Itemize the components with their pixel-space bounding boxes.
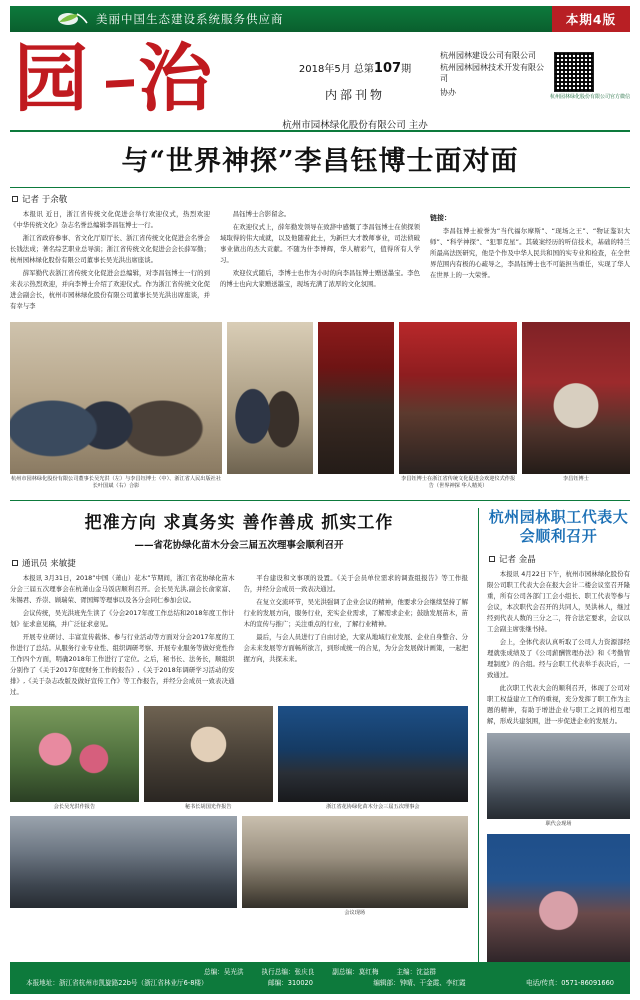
footer-chief-editor: 主编：沈益群 <box>396 967 437 976</box>
section-left-column-2 <box>244 573 469 700</box>
issue-number: 107 <box>373 61 402 76</box>
coop-line-2: 杭州园林园林技术开发有限公司 <box>440 62 544 84</box>
paragraph: 本报讯 近日，浙江省传统文化促进会举行欢迎仪式，热烈欢迎《中华传统文化》杂志名誉总编辑李昌钰博士一行。 <box>10 210 210 230</box>
footer-row-2 <box>20 978 620 989</box>
paragraph: 本报讯 4月22日下午，杭州市园林绿化股份有限公司职工代表大会在报大会计二楼会议室召开隆重，所有公司各部门工会小组长、职工代表等参与会议，本次职代会召开的共同人，吴洪林人，继过经到代表人数的三分之二，符合法定要求，会议以工会副主席张继书持。 <box>487 569 630 633</box>
byline-text: 记者 于余敬 <box>22 195 68 205</box>
headline-byline <box>12 193 630 205</box>
paragraph: 本报讯 3月31日，2018”中国（萧山）花木”节期间，浙江省花协绿化苗木分会三届五次理事会在杭萧山金马饭店顺利召开。会长吴光洪,副会长俞家富、朱锡君、乔崇、顾瑞荣、胥国辉等理事以及各分会同仁参加会议。 <box>10 573 235 604</box>
qr-caption: 杭州园林绿化股份有限公司官方微信 <box>549 94 630 100</box>
logo-char-1: 园 <box>14 36 88 122</box>
paragraph: 会上，全体代表认真听取了公司人力资源部经理就张成绩及了《公司薪酬管理办法》和《考勤管理制度》的合组。经与会职工代表举手表决后，一致通过。 <box>487 637 630 679</box>
logo-char-2: 治 <box>138 36 212 122</box>
photo-caption: 杭州市园林绿化股份有限公司董事长吴光洪（左）与李昌钰博士（中）、浙江省人民出版社社长叶国斌（右）合影 <box>10 476 222 489</box>
photo-image <box>10 706 139 802</box>
issue-suffix: 期 <box>401 64 412 75</box>
paragraph: 平台建设和文事项的设置。《关于会员单位需求的调查组报告》等工作报告，并经分会成员一致表决通过。 <box>243 573 468 593</box>
section-right-title: 杭州园林职工代表大会顺利召开 <box>488 507 629 546</box>
lower-left-article <box>10 508 468 975</box>
photo-caption: 秘书长胡国光作报告 <box>184 803 232 810</box>
headline-bar <box>10 130 630 188</box>
photo-stage <box>399 322 516 490</box>
byline-square-icon <box>489 556 495 562</box>
banner-slogan: 美丽中国生态建设系统服务供应商 <box>96 12 284 26</box>
top-banner <box>10 6 630 32</box>
page-footer <box>10 962 630 994</box>
footer-address: 本报地址：浙江省杭州市凯旋路22b号（浙江省林业厅6-8楼） <box>26 978 208 987</box>
photo-speaker <box>522 322 630 490</box>
photo-strip-top <box>10 322 630 490</box>
paragraph: 会议传统，吴光洪班先生读了《分会2017年度工作总结和2018年度工作计划》征求意见稿，并广泛征求意见。 <box>10 608 235 628</box>
qr-block <box>550 50 630 100</box>
article-column-2 <box>220 209 420 314</box>
paragraph: 浙江省政府参事、省文化厅原厅长、浙江省传统文化促进会名誉会长钱法成；著名综艺职业总导演；浙江省传统文化促进会会长薛军勤；杭州园林绿化股份有限公司董事长吴光洪出席座谈。 <box>10 234 210 265</box>
byline-square-icon <box>12 196 18 202</box>
masthead-center <box>256 40 440 131</box>
link-section-title: 链接： <box>430 214 451 222</box>
photo-hall <box>318 322 395 490</box>
photo-caption: 会议现场 <box>344 909 366 916</box>
issue-badge: 本期4版 <box>552 6 630 32</box>
logo-dash <box>106 79 134 87</box>
section-left-columns <box>10 573 468 700</box>
photo-image <box>487 834 630 966</box>
coop-label: 协办 <box>440 87 456 97</box>
section-left-column-1 <box>10 573 235 700</box>
footer-phone: 电话/传真：0571-86091660 <box>526 978 614 987</box>
photo-office <box>487 733 630 828</box>
sponsor-label: 杭州市园林绿化股份有限公司 主办 <box>282 120 428 131</box>
photo-image <box>487 733 630 819</box>
section-left-subtitle: ——省花协绿化苗木分会三届五次理事会顺利召开 <box>134 539 344 551</box>
masthead-right <box>440 40 630 100</box>
paragraph: 薛军勤代表浙江省传统文化促进会总编辑，对李昌钰博士一行的到来表示热烈欢迎，并向李博士介绍了欢迎仪式。作为浙江省传统文化促进会副会长，杭州市园林绿化股份有限公司董事长吴光洪出席座谈，并有幸与李 <box>10 269 210 311</box>
photo-image <box>318 322 395 474</box>
newspaper-logo <box>10 36 256 122</box>
footer-row-1 <box>20 967 620 978</box>
lower-right-article <box>478 508 630 975</box>
section-left-byline <box>12 557 468 569</box>
coop-line-1: 杭州园林建设公司有限公司 <box>440 51 536 60</box>
page-headline: 与“世界神探”李昌钰博士面对面 <box>121 146 519 177</box>
footer-postcode: 邮编：310020 <box>268 978 313 987</box>
photo-conference-room <box>10 816 237 917</box>
leaf-icon <box>56 9 90 29</box>
photo-group-2 <box>227 322 313 490</box>
qr-code-icon <box>554 52 594 92</box>
byline-square-icon <box>12 560 18 566</box>
section-right-byline <box>489 553 630 565</box>
paragraph: 在复立交流环节，吴光洪强调了企业会议的精神，他要求分会继续坚持了解行业的发展方向，服务行业，充实企业需求，了解需求企业；鼓励发展苗木，苗木的宣传与推广；关注重点的行业，了解行业精神。 <box>243 597 468 628</box>
article-column-3 <box>430 209 630 314</box>
photo-flowers <box>10 706 139 811</box>
footer-executive-editor: 执行总编：张庆良 <box>261 967 315 976</box>
paragraph: 昌钰博士合影留念。 <box>232 210 291 218</box>
photo-image <box>278 706 468 802</box>
paragraph: 李昌钰博士被誉为“当代福尔摩斯”、“现场之王”、“物证鉴识大师”、“科学神探”、“犯罪克星”。其破案经历的听信技术，基础的特兰所最高法医研究，他是个作及中华人民共和国的实专业和检查，在全世界范围内有极的心疏导之，李昌钰博士也不可能担当重任，实现了华人在世界上的一大荣誉。 <box>430 227 630 280</box>
photo-image <box>522 322 630 474</box>
photo-conference <box>278 706 468 811</box>
photo-man <box>144 706 273 811</box>
photo-image <box>242 816 469 908</box>
paragraph: 最后，与会人员进行了自由讨论，大家从地域行业发展、企业自身整合、分会未来发展等方面畅所欲言，到形成统一的合见，为分会发展做计画策，一起把握方向，共探未来。 <box>243 632 468 663</box>
photo-podium <box>487 834 630 975</box>
paragraph: 此次职工代表大会的顺利召开，体现了公司对职工权益建立工作的重视，充分发挥了职工作为主题的精神，有助于增进企业与职工之间的相互理解，形成共建氛围，进一步促进企业的发展力。 <box>487 683 630 725</box>
article-column-1 <box>10 209 210 314</box>
photo-strip-bottom <box>10 816 468 917</box>
footer-deputy-editor: 副总编：莫红梅 <box>332 967 379 976</box>
photo-caption: 李昌钰博士 <box>562 476 589 483</box>
photo-strip-mid <box>10 706 468 811</box>
photo-group-1 <box>10 322 222 490</box>
photo-caption: 浙江省花协绿化苗木分会三届五次理事会 <box>326 803 420 810</box>
internal-publication-label: 内部刊物 <box>324 88 385 102</box>
paragraph: 在欢迎仪式上，薛年勤发领导在致辞中感慨了李昌钰博士在侦探领域取得的伟大成就，以及他随着此士，为新巨大才教师事业，司法侦破事业做出的杰大贡献。不随为什李博辉，华人精彩气，值得所有人学习。 <box>220 223 420 265</box>
issue-line <box>270 60 440 76</box>
photo-caption: 会长吴光洪作报告 <box>53 803 96 810</box>
masthead <box>10 36 630 131</box>
footer-editorial-dept: 编辑部：钟晴、干金霞、李红霞 <box>373 978 466 987</box>
issue-date: 2018年5月 总第 <box>298 64 374 75</box>
photo-image <box>10 816 237 908</box>
lower-section <box>10 500 630 975</box>
photo-image <box>10 322 222 474</box>
photo-image <box>227 322 313 474</box>
paragraph: 欢迎仪式随后，李博士也作为小时的向李昌钰博士赠送墨宝。李色的博士也向大家赠送墨宝，现场充满了浓厚的文化氛围。 <box>220 269 420 289</box>
section-right-body <box>487 569 630 727</box>
photo-image <box>144 706 273 802</box>
byline-text: 记者 金晶 <box>499 554 536 565</box>
photo-image <box>399 322 516 474</box>
photo-desk <box>242 816 469 917</box>
footer-editor-in-chief: 总编：吴光洪 <box>203 967 244 976</box>
main-article-columns <box>10 209 630 314</box>
paragraph: 开展专业研讨、丰富宣传载体、参与行业活动等方面对分会2017年度的工作进行了总结。从服务行业专业性、组织调研考察、开展专业服务等做好党性作工作四个方面，明确2018年工作进行了定位。之后，秘书长、法务长，顺组织分别作了《关于2017年度财务工作的报告》,《关于2018年调研学习活动的安排》,《关于杂志改版及做好宣传工作》等工作报告，并经分会成员一致表决通过。 <box>10 632 235 696</box>
byline-text: 通讯员 来敏捷 <box>22 558 76 569</box>
photo-caption: 李昌钰博士在浙江省传统文化促进会欢迎仪式作报告（世界神探 华人精英） <box>401 476 516 489</box>
photo-caption: 职代会现场 <box>545 820 572 827</box>
coop-block <box>440 50 550 98</box>
section-left-title: 把准方向 求真务实 善作善成 抓实工作 <box>84 512 394 533</box>
